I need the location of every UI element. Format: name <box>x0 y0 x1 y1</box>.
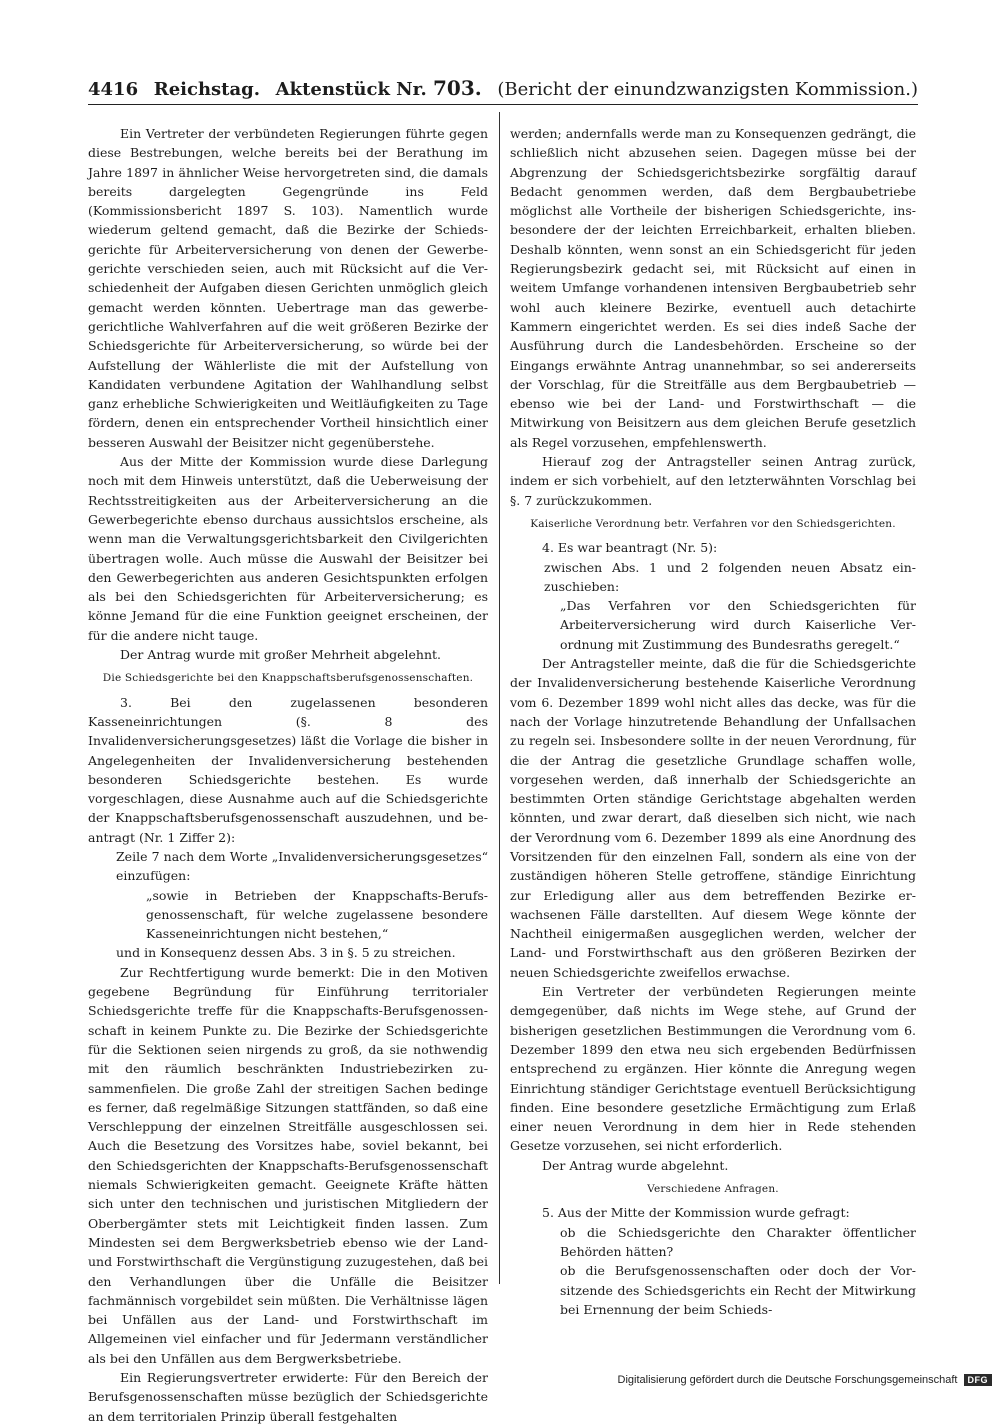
paragraph: Ein Regierungsvertreter erwiderte: Für den Bereich der Berufsgenossenschaften müsse bezüglich der Schiedsgerichte an dem territorialen Prinzip überall festgehalten <box>88 1370 488 1424</box>
paragraph: Der Antragsteller meinte, daß die für die Schiedsgerichte der Invalidenversicherung bestehende Kaiserliche Verordnung vom 6. Dezember 1899 wohl nicht alles das decke, was für die nach der Vorlage hinzutretende Behandlung der Unfallsachen zu regeln sei. Insbesondere sollte in der neuen Verordnung, für die der Antrag die gesetzliche Grundlage schaffen wolle, vorgesehen werden, daß innerhalb der Schiedsgerichte an bestimmten Orten ständige Gerichtstage abgehalten werden könnten, und zwar derart, daß dieselben sich nicht, wie nach der Verordnung vom 6. Dezember 1899 als eine Anordnung des Vorsitzenden für den einzelnen Fall, sondern als eine von der zuständigen höheren Stelle getroffene, ständige Einrichtung zur Erledigung aller aus dem betreffenden Bezirke erwachsenen Fälle darstellten. Auf diesem Wege könnte der Nachtheil einigermaßen ausgeglichen werden, welcher der Land- und Forstwirthschaft aus den größeren Bezirken der neuen Schiedsgerichte zweifellos erwachse. <box>510 656 916 980</box>
paragraph: 5. Aus der Mitte der Kommission wurde gefragt: <box>542 1205 850 1221</box>
paragraph: Ein Vertreter der verbündeten Regierungen führte gegen diese Bestrebungen, welche bereits bei der Berathung im Jahre 1897 in ähnlicher Weise hervorgetreten sind, die damals bereits dargelegten Gegengründe ins Feld (Kommissionsbericht 1897 S. 103). Namentlich wurde wiederum geltend gemacht, daß die Bezirke der Schiedsgerichte für Arbeiterversicherung von denen der Gewerbegerichte verschieden seien, auch mit Rücksicht auf die Verschiedenheit der Aufgaben diesen Gerichten unmöglich gleich gemacht werden könnten. Uebertrage man das gewerbegerichtliche Wahlverfahren auf die weit größeren Bezirke der Schiedsgerichte für Arbeiterversicherung, so würde bei der Aufstellung der Wählerliste die mit der Aufstellung von Kandidaten verbundene Agitation der Wahlhandlung selbst ganz erhebliche Schwierigkeiten und Weitläufigkeiten zu Tage fördern, denen ein entsprechender Vortheil hinsichtlich einer besseren Auswahl der Beisitzer nicht gegenüberstehe. <box>88 126 488 450</box>
page-header <box>88 76 918 102</box>
digitization-footer <box>618 1371 992 1389</box>
paragraph: Der Antrag wurde mit großer Mehrheit abgelehnt. <box>120 647 442 663</box>
amendment-line: und in Konsequenz dessen Abs. 3 in §. 5 zu streichen. <box>116 945 456 961</box>
header-rule <box>88 104 918 105</box>
page-number: 4416 <box>88 79 139 100</box>
paragraph: Ein Vertreter der verbündeten Regierungen meinte demgegenüber, daß nichts im Wege stehe, auf Grund der bisherigen gesetzlichen Bestimmungen die Verordnung vom 6. Dezember 1899 den etwa neu sich ergebenden Bedürfnissen entsprechend zu ergänzen. Hier könnte die Anregung wegen Einrichtung ständiger Gerichtstage eventuell Berücksichtigung finden. Eine besondere gesetzliche Ermächtigung zum Erlaß einer neuen Verordnung in dem hier in Rede stehenden Gesetze vorzusehen, sei nicht erforderlich. <box>510 984 916 1154</box>
paragraph: Zur Rechtfertigung wurde bemerkt: Die in den Motiven gegebene Begründung für Einführung territorialer Schiedsgerichte treffe für die Knappschafts-Berufsgenossenschaft in keinem Punkte zu. Die Bezirke der Schiedsgerichte für die Sektionen seien nirgends zu groß, da sie nothwendig mit den räumlich beschränkten Industriebezirken zusammenfielen. Die große Zahl der streitigen Sachen bedinge es ferner, daß regelmäßige Sitzungen stattfänden, so daß eine Verschleppung der einzelnen Streitfälle ausgeschlossen sei. Auch die Besetzung des Vorsitzes habe, soviel bekannt, bei den Schiedsgerichten der Knappschafts-Berufsgenossenschaft niemals Schwierigkeiten gemacht. Geeignete Kräfte hätten sich unter den technischen und juristischen Mitgliedern der Oberbergämter stets mit Leichtigkeit finden lassen. Zum Mindesten sei dem Bergwerksbetrieb ebenso wie der Land- und Forstwirthschaft die Vergünstigung zuzugestehen, daß bei den Verhandlungen über die Unfälle die Beisitzer fachmännisch vorgebildet sein müßten. Die Verhältnisse lägen bei Unfällen aus der Land- und Forstwirthschaft im Allgemeinen viel einfacher und für Jedermann verständlicher als bei den Unfällen aus dem Bergwerksbetriebe. <box>88 964 488 1366</box>
dfg-logo: DFG <box>964 1374 993 1386</box>
header-title-aktenstueck <box>276 76 482 100</box>
section-heading: Die Schiedsgerichte bei den Knappschaftsberufsgenossenschaften. <box>102 672 474 685</box>
section-heading: Kaiserliche Verordnung betr. Verfahren vor den Schiedsgerichten. <box>530 517 896 530</box>
header-aktenstueck-number: 703. <box>433 76 482 100</box>
header-subtitle: (Bericht der einundzwanzigsten Kommission.) <box>497 79 918 100</box>
amendment-line: zwischen Abs. 1 und 2 folgenden neuen Absatz einzuschieben: <box>544 559 916 594</box>
header-aktenstueck-label: Aktenstück Nr. <box>275 79 427 100</box>
section-heading: Verschiedene Anfragen. <box>647 1183 779 1196</box>
right-column <box>510 124 916 1317</box>
footer-credit: Digitalisierung gefördert durch die Deutsche Forschungsgemeinschaft <box>617 1374 958 1386</box>
column-divider <box>499 112 500 1284</box>
question-item: ob die Schiedsgerichte den Charakter öffentlicher Behörden hätten? <box>560 1224 916 1259</box>
paragraph: Hierauf zog der Antragsteller seinen Antrag zurück, indem er sich vorbehielt, auf den letzterwähnten Vorschlag bei §. 7 zurückzukommen. <box>510 454 916 508</box>
amendment-line: Zeile 7 nach dem Worte „Invalidenversicherungsgesetzes“ einzufügen: <box>116 848 488 884</box>
amendment-quote: „sowie in Betrieben der Knappschafts-Berufsgenossenschaft, für welche zugelassene besondere Kasseneinrichtungen nicht bestehen,“ <box>146 887 488 942</box>
paragraph: Der Antrag wurde abgelehnt. <box>542 1157 729 1173</box>
paragraph: 4. Es war beantragt (Nr. 5): <box>542 540 718 556</box>
question-item: ob die Berufsgenossenschaften oder doch der Vorsitzende des Schiedsgerichts ein Recht der Mitwirkung bei Ernennung der beim Schieds- <box>560 1263 916 1317</box>
amendment-quote: „Das Verfahren vor den Schiedsgerichten für Arbeiterversicherung wird durch Kaiserliche Verordnung mit Zustimmung des Bundesraths geregelt.“ <box>560 598 916 652</box>
paragraph: werden; andernfalls werde man zu Konsequenzen gedrängt, die schließlich nicht abzusehen seien. Dagegen müsse bei der Abgrenzung der Schiedsgerichtsbezirke sorgfältig darauf Bedacht genommen werden, daß dem Bergbaubetriebe möglichst alle Vortheile der bisherigen Schiedsgerichte, insbesondere der der leichten Erreichbarkeit, erhalten blieben. Deshalb könnten, wenn sonst an ein Schiedsgericht für jeden Regierungsbezirk gedacht sei, mit Rücksicht auf einen in weitem Umfange vorhandenen intensiven Bergbaubetrieb sehr wohl auch kleinere Bezirke, eventuell auch detachirte Kammern eingerichtet werden. Es sei dies indeß Sache der Ausführung durch die Landesbehörden. Erscheine so der Eingangs erwähnte Antrag unannehmbar, so sei andererseits der Vorschlag, für die Streitfälle aus dem Bergbaubetrieb — ebenso wie bei der Land- und Forstwirthschaft — die Mitwirkung von Beisitzern aus dem gleichen Berufe gesetzlich als Regel vorzusehen, empfehlenswerth. <box>510 126 916 450</box>
paragraph: 3. Bei den zugelassenen besonderen Kasseneinrichtungen (§. 8 des Invalidenversicherungsgesetzes) läßt die Vorlage die bisher in Angelegenheiten der Invalidenversicherung bestehenden besonderen Schiedsgerichte bestehen. Es wurde vorgeschlagen, diese Ausnahme auch auf die Schiedsgerichte der Knappschaftsberufsgenossenschaft auszudehnen, und beantragt (Nr. 1 Ziffer 2): <box>88 694 488 845</box>
header-title-reichstag: Reichstag. <box>153 79 261 100</box>
paragraph: Aus der Mitte der Kommission wurde diese Darlegung noch mit dem Hinweis unterstützt, daß die Ueberweisung der Rechtsstreitigkeiten aus der Arbeiterversicherung an die Gewerbegerichte ebenso durchaus aussichtslos erscheine, als wenn man die Verwaltungsgerichtsbarkeit den Civilgerichten übertragen wolle. Auch müsse die Auswahl der Beisitzer bei den Gewerbegerichten aus anderen Gesichtspunkten erfolgen als bei den Schiedsgerichten für Arbeiterversicherung; es könne Jemand für die eine Funktion geeignet erscheinen, der für die andere nicht tauge. <box>88 454 488 643</box>
left-column <box>88 124 488 1424</box>
